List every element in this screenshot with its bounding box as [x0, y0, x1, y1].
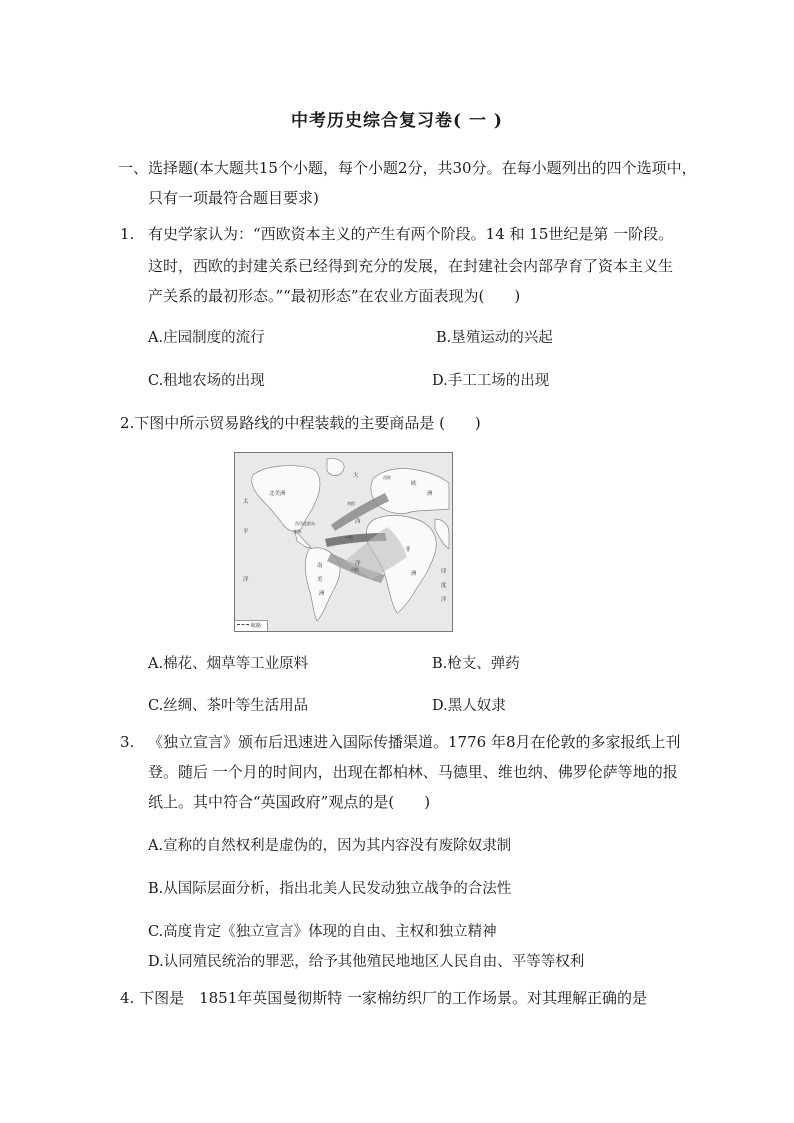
q1-stem-line1: 有史学家认为：“西欧资本主义的产生有两个阶段。14 和 15世纪是第 一阶段。: [148, 225, 674, 243]
q1-option-a[interactable]: A.庄园制度的流行: [148, 330, 265, 346]
q3-option-b[interactable]: B.从国际层面分析，指出北美人民发动独立战争的合法性: [148, 881, 512, 897]
map-label-africa-2: 洲: [411, 571, 417, 577]
q2-option-b[interactable]: B.枪支、弹药: [432, 656, 520, 672]
q3-stem-line1: 《独立宣言》颁布后迅速进入国际传播渠道。1776 年8月在伦敦的多家报纸上刊: [148, 733, 681, 751]
map-label-atlantic-2: 西: [355, 519, 361, 525]
q2-option-a[interactable]: A.棉花、烟草等工业原料: [148, 656, 309, 672]
map-label-europe-2: 洲: [427, 491, 433, 497]
q3-stem-line3: 纸上。其中符合“英国政府”观点的是( ): [148, 793, 431, 811]
q1-option-c[interactable]: C.租地农场的出现: [148, 373, 265, 389]
map-label-north-america: 北美洲: [269, 491, 286, 497]
map-label-africa-1: 非: [405, 547, 411, 553]
q1-stem-line3: 产关系的最初形态。”“最初形态”在农业方面表现为( ): [148, 287, 521, 305]
map-label-west-indies: 西印度群岛: [295, 521, 315, 526]
q1-option-b[interactable]: B.垦殖运动的兴起: [436, 330, 553, 346]
q1-number: 1.: [120, 225, 135, 243]
map-label-indian-1: 印: [441, 569, 447, 575]
map-label-pacific-2: 平: [243, 529, 249, 535]
q1-stem-line2: 这时，西欧的封建关系已经得到充分的发展，在封建社会内部孕育了资本主义生: [148, 257, 674, 275]
map-label-south-2: 美: [317, 577, 323, 583]
map-label-indian-3: 洋: [441, 597, 447, 603]
q3-option-d[interactable]: D.认同殖民统治的罪恶，给予其他殖民地地区人民自由、平等等权利: [148, 954, 585, 970]
q3-option-a[interactable]: A.宣称的自然权利是虚伪的，因为其内容没有废除奴隶制: [148, 838, 512, 854]
map-legend-label: 航路: [251, 623, 262, 629]
page-title: 中考历史综合复习卷( 一 ): [291, 111, 503, 131]
q3-stem-line2: 登。随后 一个月的时间内，出现在都柏林、马德里、维也纳、佛罗伦萨等地的报: [148, 763, 678, 781]
map-label-americas: 美洲: [293, 529, 301, 534]
q3-number: 3.: [120, 733, 135, 751]
section-heading-line1: 一、选择题(本大题共15个小题，每个小题2分，共30分。在每小题列出的四个选项中，: [118, 159, 697, 177]
map-label-route-start: 初程: [347, 501, 355, 506]
q4-stem: 4. 下图是 1851年英国曼彻斯特 一家棉纺织厂的工作场景。对其理解正确的是: [120, 989, 648, 1007]
q1-option-d[interactable]: D.手工工场的出现: [432, 373, 550, 389]
q2-option-d[interactable]: D.黑人奴隶: [432, 698, 506, 714]
section-heading-line2: 只有一项最符合题目要求): [148, 189, 319, 207]
q2-option-c[interactable]: C.丝绸、茶叶等生活用品: [148, 698, 309, 714]
q3-option-c[interactable]: C.高度肯定《独立宣言》体现的自由、主权和独立精神: [148, 924, 497, 940]
map-legend: [235, 620, 268, 631]
map-label-south-3: 洲: [319, 591, 325, 597]
map-label-route-middle: 中程: [345, 535, 353, 540]
map-label-route-return: 归程: [351, 567, 359, 572]
map-label-atlantic-1: 大: [353, 473, 359, 479]
map-label-atlantic-3: 洋: [355, 561, 361, 567]
map-label-pacific-3: 洋: [243, 577, 249, 583]
map-label-pacific-1: 太: [243, 499, 249, 505]
map-label-south-1: 南: [317, 563, 323, 569]
map-label-indian-2: 度: [441, 583, 447, 589]
map-label-europe-1: 欧: [411, 481, 417, 487]
triangular-trade-map: [234, 452, 453, 632]
q2-stem: 2.下图中所示贸易路线的中程装载的主要商品是 ( ): [120, 414, 481, 432]
map-label-west-europe: 西欧: [383, 475, 391, 480]
